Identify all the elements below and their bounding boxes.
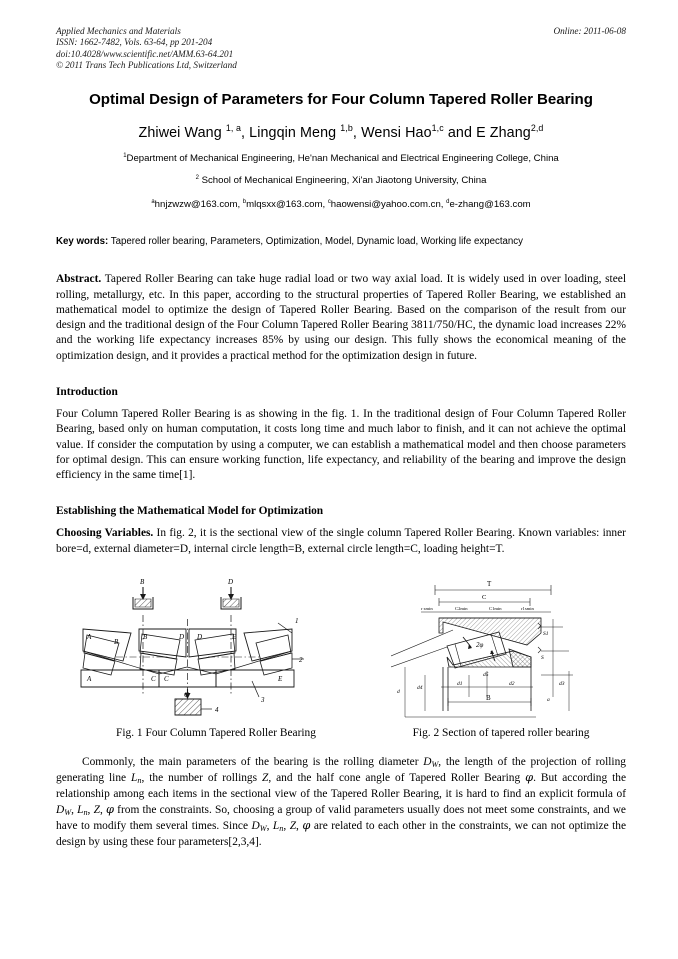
svg-text:B: B — [114, 638, 119, 647]
affiliation-1 — [56, 152, 626, 166]
author-name: Wensi Hao — [361, 125, 432, 141]
svg-text:C: C — [164, 675, 169, 684]
affiliation-marker: 2 — [195, 174, 199, 181]
affiliation-text: Department of Mechanical Engineering, He'nan Mechanical and Electrical Engineering College, China — [126, 153, 559, 164]
final-text-4: , and the half cone angle of Tapered Roller Bearing — [268, 772, 526, 785]
svg-text:d2: d2 — [509, 681, 515, 688]
keywords-text: Tapered roller bearing, Parameters, Optimization, Model, Dynamic load, Working life expectancy — [108, 236, 523, 247]
author-name: E Zhang — [476, 125, 531, 141]
journal-issn: ISSN: 1662-7482, Vols. 63-64, pp 201-204 — [56, 37, 213, 48]
svg-text:3: 3 — [261, 696, 265, 705]
online-date: Online: 2011-06-08 — [553, 26, 626, 36]
email-address[interactable]: hnjzwzw@163.com, — [154, 199, 243, 210]
var-phi-3: φ — [302, 818, 311, 833]
var-phi-2: φ — [105, 801, 114, 816]
email-marker: a — [151, 198, 155, 205]
email-marker: d — [446, 198, 450, 205]
keywords-label: Key words: — [56, 236, 109, 247]
svg-text:2φ: 2φ — [476, 641, 484, 650]
final-text-1: Commonly, the main parameters of the bearing is the rolling diameter — [82, 756, 424, 769]
svg-text:C2min: C2min — [455, 606, 468, 612]
svg-text:T: T — [487, 580, 492, 589]
author-affil-marker: 1, a — [225, 123, 242, 134]
svg-text:d3: d3 — [559, 681, 565, 688]
svg-text:d: d — [397, 689, 400, 696]
journal-doi: doi:10.4028/www.scientific.net/AMM.63-64.201 — [56, 48, 234, 59]
author-separator: and — [443, 125, 477, 141]
final-text-7: are related to each other in the constraints, we can not optimize the design by using these four parameters[2,3,4]. — [56, 820, 627, 848]
author-emails — [56, 199, 626, 210]
svg-text:D: D — [228, 578, 234, 587]
var-ln-3: $L_n$ — [272, 820, 284, 834]
svg-text:E: E — [278, 675, 283, 684]
section-heading-model: Establishing the Mathematical Model for Optimization — [56, 505, 324, 518]
author-list — [56, 125, 626, 141]
email-marker: b — [242, 198, 247, 205]
abstract-text: Tapered Roller Bearing can take huge radial load or two way axial load. It is widely used in over loading, steel rolling, metallurgy, etc. In this paper, according to the structural properties of Tapered Roller Bearing, we established an mathematical model to optimize the design of Tapered Roller Bearing. Based on the comparison of the result from our design and the traditional design of the Four Column Tapered Roller Bearing 3811/750/HC, the dynamic load increases 22% and the working life expectancy increases 85% by using our design. This fully shows the economical meaning of the optimization design, and it provides a practical method for the optimization design in future. — [56, 273, 626, 362]
figure-row — [56, 571, 626, 721]
author-separator: , — [352, 125, 362, 141]
svg-text:B: B — [143, 633, 148, 642]
email-address[interactable]: mlqsxx@163.com, — [246, 199, 328, 210]
affiliation-marker: 1 — [123, 152, 127, 159]
final-text-6: from the constraints. So, choosing a group of valid parameters usually does not meet some constraints, and we have to modify them several times. Since — [56, 803, 626, 833]
section-heading-introduction: Introduction — [56, 385, 118, 398]
var-ln-2: $L_n$ — [77, 803, 88, 817]
choosing-variables-text: In fig. 2, it is the sectional view of the single column Tapered Roller Bearing. Known variables: inner bore=d, external diameter=D, internal circle length=B, external circle length=C, loading height=T. — [56, 527, 626, 555]
svg-text:D: D — [197, 633, 203, 642]
journal-copyright: © 2011 Trans Tech Publications Ltd, Switzerland — [56, 60, 237, 71]
author-name: Zhiwei Wang — [138, 125, 226, 141]
figure-2 — [391, 571, 626, 721]
var-dw: $D_W$ — [423, 756, 439, 770]
svg-text:C: C — [482, 594, 487, 602]
svg-text:B: B — [140, 578, 145, 587]
author-affil-marker: 1,b — [340, 123, 353, 134]
journal-name: Applied Mechanics and Materials — [56, 26, 181, 36]
var-phi: φ — [525, 770, 534, 785]
svg-text:2: 2 — [299, 656, 303, 665]
final-text-5: . But according the relationship among each items in the sectional view of the Tapered Roller Bearing, it is hard to find an explicit formula of — [56, 772, 627, 800]
svg-text:C1min: C1min — [489, 606, 502, 612]
journal-header — [56, 26, 626, 78]
figure-2-caption: Fig. 2 Section of tapered roller bearing — [412, 727, 590, 740]
var-dw-3: $D_W$ — [251, 820, 267, 834]
final-text-3: , the number of rollings — [141, 772, 262, 785]
svg-text:1: 1 — [295, 617, 299, 626]
author-affil-marker: 2,d — [530, 123, 544, 134]
var-z: Z — [262, 772, 269, 785]
svg-text:d5: d5 — [483, 672, 489, 679]
var-ln: $L_n$ — [131, 772, 142, 786]
figure-1-caption: Fig. 1 Four Column Tapered Roller Bearing — [116, 727, 316, 740]
var-z-3: Z — [289, 820, 297, 833]
svg-text:d1: d1 — [457, 681, 463, 688]
keywords — [56, 235, 626, 248]
subsection-lead: Choosing Variables. — [56, 527, 154, 540]
svg-text:S1: S1 — [543, 631, 549, 638]
page-title: Optimal Design of Parameters for Four Column Tapered Roller Bearing — [89, 91, 593, 108]
svg-text:C: C — [184, 691, 189, 700]
figure-1-drawing — [56, 571, 306, 721]
svg-text:B: B — [486, 694, 491, 703]
author-separator: , — [241, 125, 250, 141]
svg-text:r1smin: r1smin — [521, 606, 534, 612]
email-address[interactable]: e-zhang@163.com — [449, 199, 531, 210]
svg-text:a: a — [547, 697, 550, 704]
var-dw-2: $D_W$ — [56, 803, 72, 817]
svg-text:C: C — [151, 675, 156, 684]
choosing-variables-paragraph — [56, 526, 626, 557]
email-address[interactable]: haowensi@yahoo.com.cn, — [330, 199, 447, 210]
affiliation-2 — [56, 174, 626, 188]
introduction-body: Four Column Tapered Roller Bearing is as showing in the fig. 1. In the traditional design of Four Column Tapered Roller Bearing, based only on human computation, it costs long time and much labor to finish, and it can not achieve the optimal value. If consider the computation by using a computer, we can establish a mathematical model and then choose parameters for optimal design. This can ensure working function, life expectancy, and reliability of the bearing and improve the design efficiency in the same time[1]. — [56, 407, 626, 482]
svg-text:S: S — [541, 655, 544, 662]
abstract — [56, 272, 626, 364]
svg-text:d4: d4 — [417, 685, 423, 692]
var-z-2: Z — [93, 803, 100, 816]
figure-1 — [56, 571, 306, 721]
abstract-label: Abstract. — [56, 273, 102, 286]
svg-text:A: A — [87, 675, 92, 684]
final-text-2: , the length of the projection of rolling generating line — [56, 756, 626, 785]
svg-text:D: D — [179, 633, 185, 642]
svg-text:r smin: r smin — [421, 606, 433, 612]
affiliation-text: School of Mechanical Engineering, Xi'an Jiaotong University, China — [198, 175, 487, 186]
author-affil-marker: 1,c — [431, 123, 444, 134]
figure-captions — [56, 727, 626, 739]
svg-text:4: 4 — [215, 706, 219, 715]
email-marker: c — [327, 198, 331, 205]
svg-text:E: E — [232, 633, 237, 642]
svg-text:A: A — [87, 633, 92, 642]
figure-2-drawing — [391, 571, 626, 721]
final-paragraph: Commonly, the main parameters of the bearing is the rolling diameter $D_W$, the length of the projection of rolling generating line $L_n$, the number of rollings Z, and the half cone angle of Tapered Roller Bearing φ. But according the relationship among each items in the sectional view of the Tapered Roller Bearing, it is hard to find an explicit formula of $D_W$, $L_n$, Z, φ from the constraints. So, choosing a group of valid parameters usually does not meet some constraints, and we have to modify them several times. Since $D_W$, $L_n$, Z, φ are related to each other in the constraints, we can not optimize the design by using these four parameters[2,3,4]. — [56, 756, 627, 848]
author-name: Lingqin Meng — [249, 125, 341, 141]
